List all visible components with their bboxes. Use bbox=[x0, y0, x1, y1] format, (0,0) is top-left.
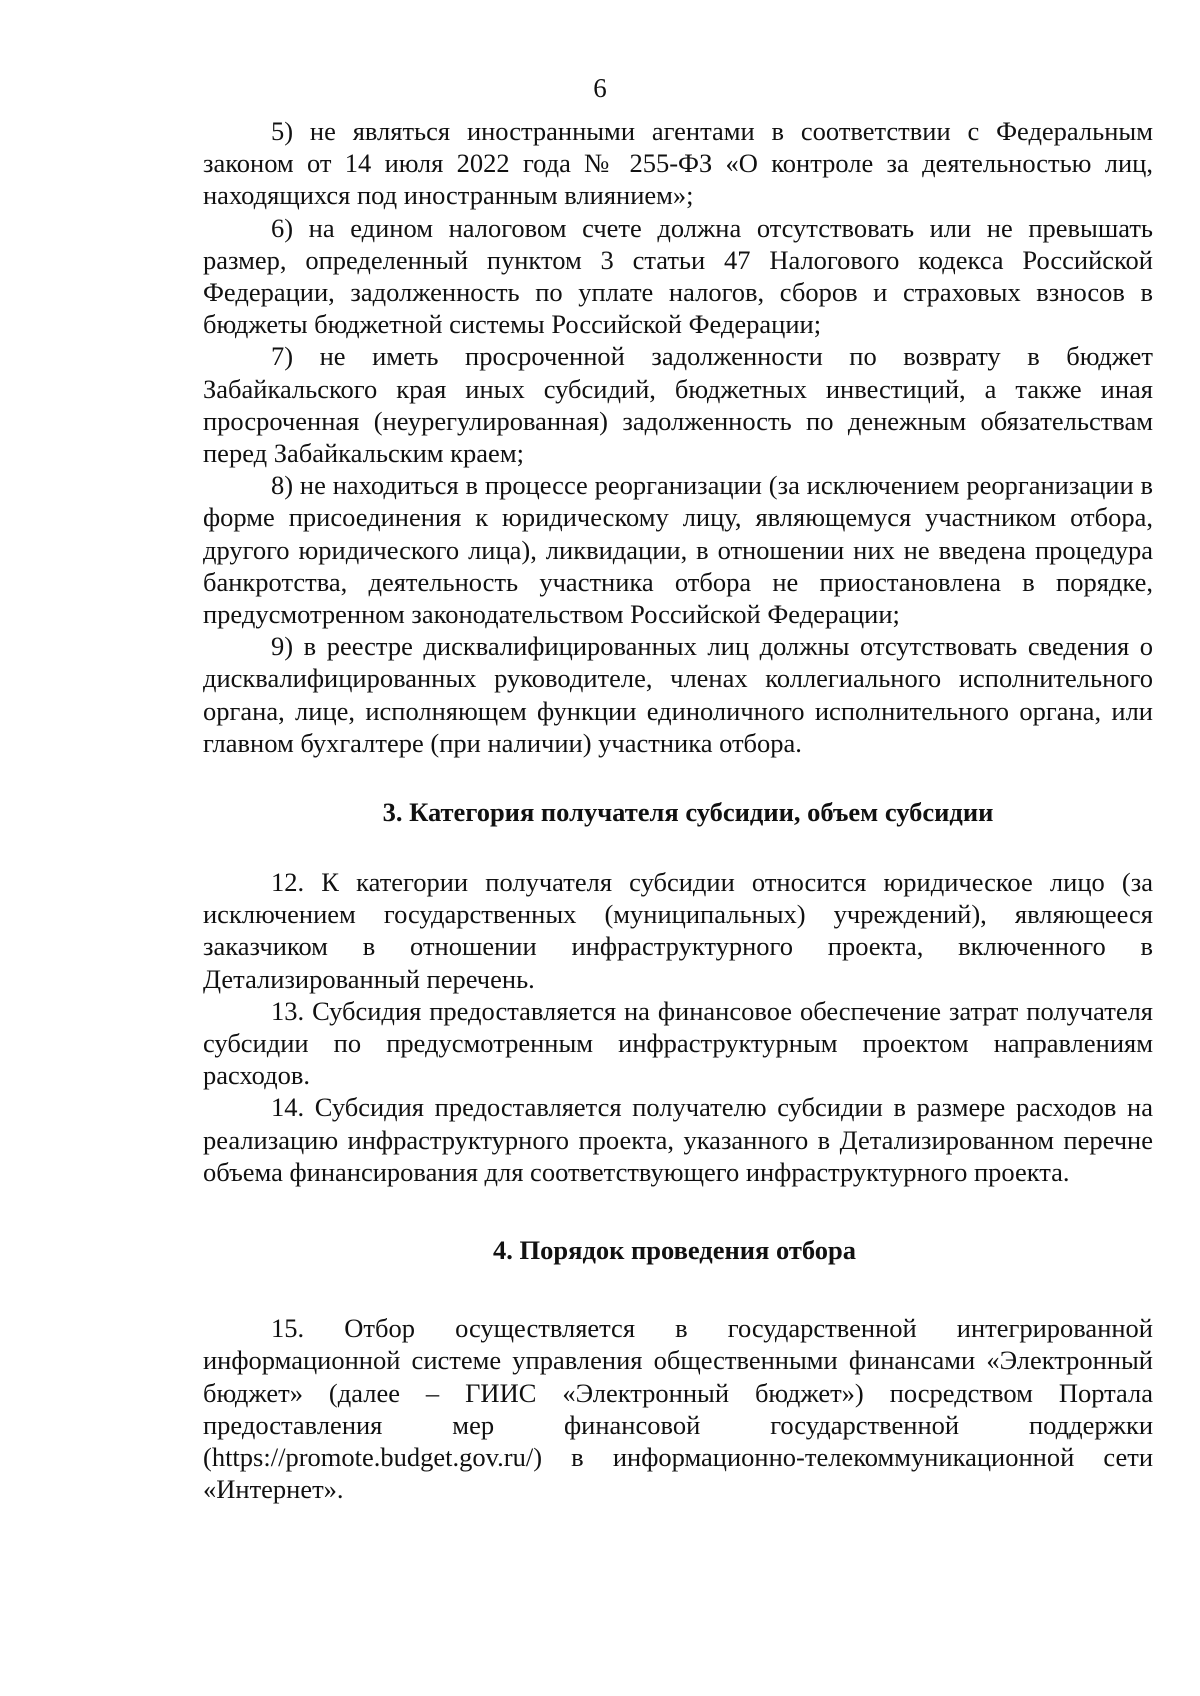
paragraph-item-5: 5) не являться иностранными агентами в соответствии с Федеральным законом от 14 июля 2022 года № 255-ФЗ «О контроле за деятельностью лиц, находящихся под иностранным влиянием»; bbox=[203, 116, 1153, 211]
paragraph-15: 15. Отбор осуществляется в государственной интегрированной информационной системе управления общественными финансами «Электронный бюджет» (далее – ГИИС «Электронный бюджет») посредством Портала предоставления мер финансовой государственной поддержки (https://promote.budget.gov.ru/) в информационно-телекоммуникационной сети «Интернет». bbox=[203, 1313, 1153, 1505]
paragraph-13: 13. Субсидия предоставляется на финансовое обеспечение затрат получателя субсидии по предусмотренным инфраструктурным проектом направлениям расходов. bbox=[203, 995, 1153, 1091]
page-number: 6 bbox=[593, 73, 607, 103]
paragraph-item-9: 9) в реестре дисквалифицированных лиц должны отсутствовать сведения о дисквалифицированных руководителе, членах коллегиального исполнительного органа, лице, исполняющем функции единоличного исполнительного органа, или главном бухгалтере (при наличии) участника отбора. bbox=[203, 631, 1153, 758]
paragraph-item-7: 7) не иметь просроченной задолженности по возврату в бюджет Забайкальского края иных субсидий, бюджетных инвестиций, а также иная просроченная (неурегулированная) задолженность по денежным обязательствам перед Забайкальским краем; bbox=[203, 341, 1153, 469]
paragraph-item-6: 6) на едином налоговом счете должна отсутствовать или не превышать размер, определенный пунктом 3 статьи 47 Налогового кодекса Российской Федерации, задолженность по уплате налогов, сборов и страховых взносов в бюджеты бюджетной системы Российской Федерации; bbox=[203, 212, 1153, 340]
document-body bbox=[203, 115, 1153, 1505]
paragraph-12: 12. К категории получателя субсидии относится юридическое лицо (за исключением государственных (муниципальных) учреждений), являющееся заказчиком в отношении инфраструктурного проекта, включенного в Детализированный перечень. bbox=[203, 867, 1153, 994]
section-3-heading: 3. Категория получателя субсидии, объем субсидии bbox=[382, 797, 994, 828]
paragraph-item-8: 8) не находиться в процессе реорганизации (за исключением реорганизации в форме присоединения к юридическому лицу, являющемуся участником отбора, другого юридического лица), ликвидации, в отношении них не введена процедура банкротства, деятельность участника отбора не приостановлена в порядке, предусмотренном законодательством Российской Федерации; bbox=[203, 470, 1153, 630]
section-4-heading: 4. Порядок проведения отбора bbox=[493, 1235, 857, 1266]
paragraph-14: 14. Субсидия предоставляется получателю субсидии в размере расходов на реализацию инфраструктурного проекта, указанного в Детализированном перечне объема финансирования для соответствующего инфраструктурного проекта. bbox=[203, 1092, 1153, 1187]
